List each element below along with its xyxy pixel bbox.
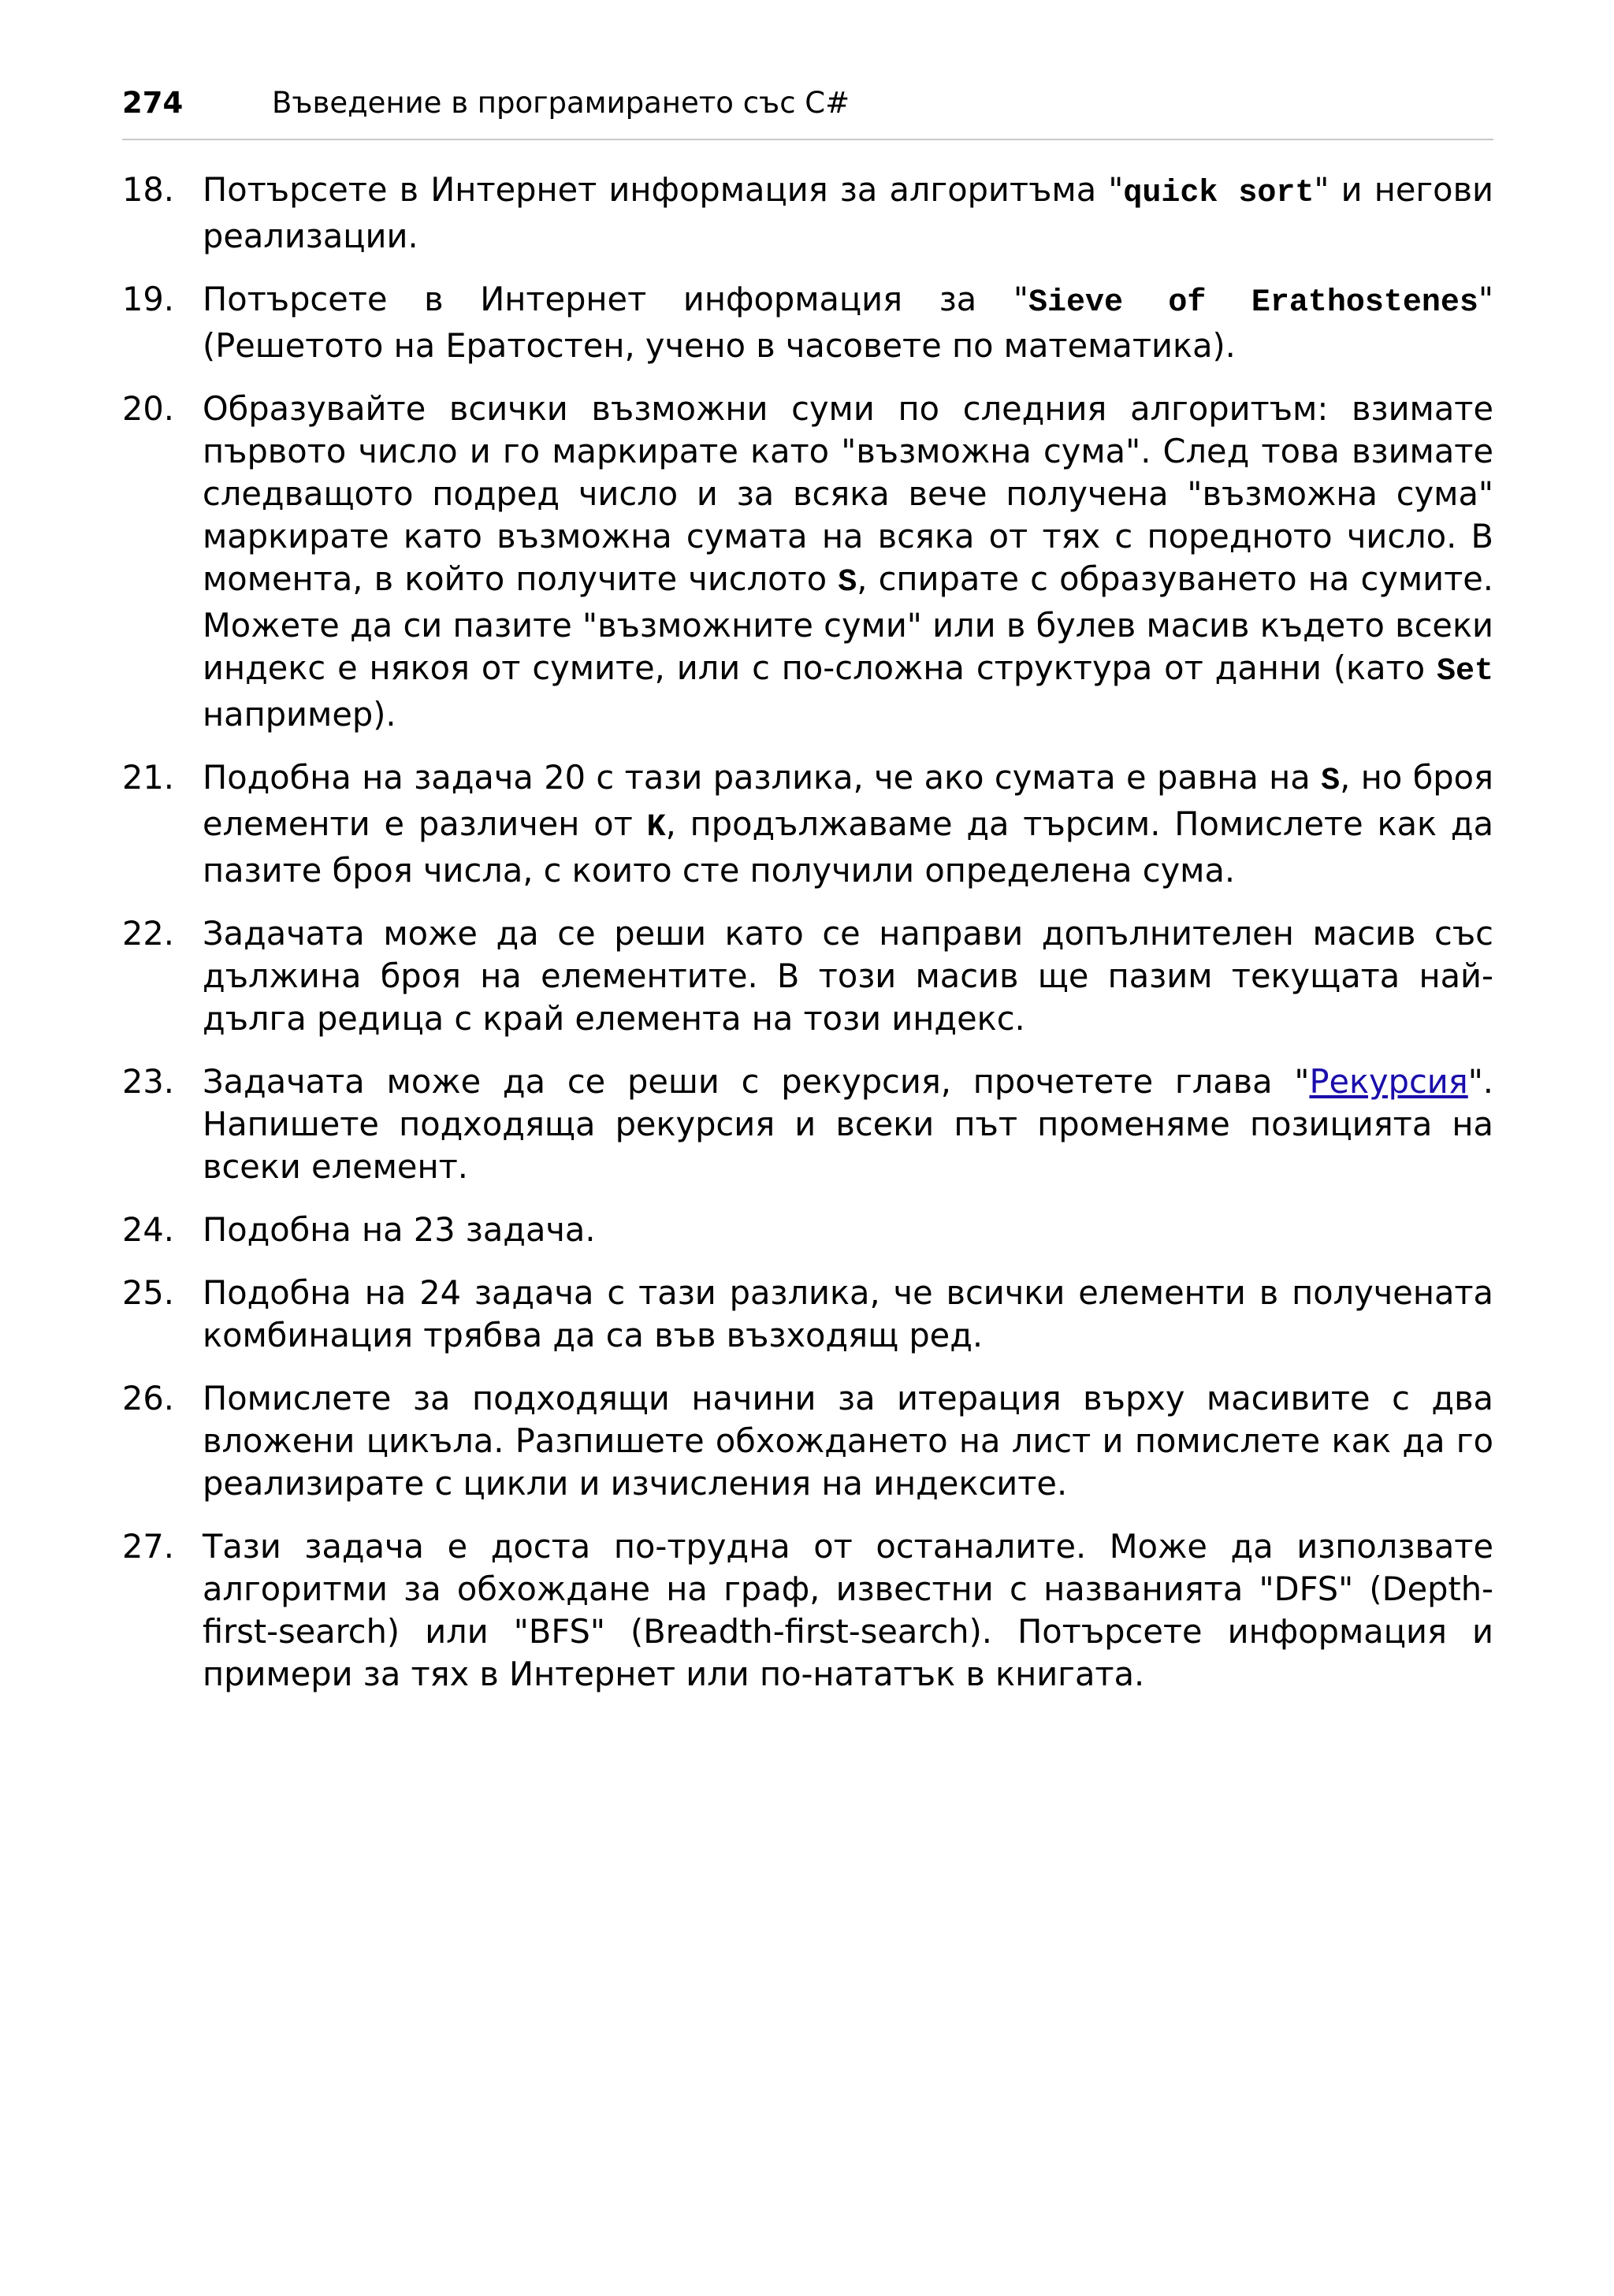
item-text: Подобна на 23 задача.	[203, 1210, 596, 1249]
item-text	[203, 756, 1493, 892]
text-segment: Потърсете в Интернет информация за "	[203, 280, 1028, 318]
hint-item-26	[122, 1377, 1493, 1505]
hint-item-19	[122, 278, 1493, 367]
item-number: 25.	[122, 1273, 174, 1312]
item-number: 18.	[122, 170, 174, 209]
item-number: 19.	[122, 280, 174, 318]
hint-item-27	[122, 1525, 1493, 1696]
text-segment: ". Напишете подходяща рекурсия и всеки път променяме позицията на всеки елемент.	[203, 1062, 1493, 1186]
item-text	[203, 278, 1493, 367]
item-text	[203, 169, 1493, 258]
text-segment: " (Решетото на Ератостен, учено в часовете по математика).	[203, 280, 1493, 365]
item-number: 26.	[122, 1379, 174, 1417]
hint-item-18	[122, 169, 1493, 258]
text-segment: , спирате с образуването на сумите. Можете да си пазите "възможните суми" или в булев масив където всеки индекс е някоя от сумите, или с по-сложна структура от данни (като	[203, 559, 1493, 687]
exercise-hints-list	[122, 169, 1493, 1716]
item-number: 27.	[122, 1527, 174, 1566]
code-snippet: S	[1321, 763, 1341, 799]
text-segment: , продължаваме да търсим. Помислете как да пазите броя числа, с които сте получили определена сума.	[203, 804, 1494, 890]
item-text	[203, 388, 1493, 736]
hint-item-20	[122, 388, 1493, 736]
page-number: 274	[122, 86, 184, 120]
code-snippet: Sieve of Erathostenes	[1028, 285, 1478, 321]
text-segment: Задачата може да се реши с рекурсия, прочетете глава "	[203, 1062, 1310, 1101]
text-segment: Подобна на задача 20 с тази разлика, че ако сумата е равна на	[203, 758, 1322, 797]
item-number: 24.	[122, 1210, 174, 1249]
item-text	[203, 1061, 1493, 1188]
item-number: 21.	[122, 758, 174, 797]
code-snippet: K	[646, 810, 666, 845]
item-number: 20.	[122, 389, 174, 428]
hint-item-24	[122, 1209, 1493, 1251]
code-snippet: S	[838, 565, 857, 600]
book-title: Въведение в програмирането със C#	[272, 86, 850, 120]
text-segment: Образувайте всички възможни суми по следния алгоритъм: взимате първото число и го маркирате като "възможна сума". След това взимате следващото подред число и за всяка вече получена "възможна сума" маркирате като възможна сумата на всяка от тях с поредното число. В момента, в който получите числото	[203, 389, 1493, 598]
hint-item-23	[122, 1061, 1493, 1188]
code-snippet: Set	[1436, 654, 1493, 689]
hint-item-25	[122, 1272, 1493, 1357]
text-segment: " и негови реализации.	[203, 170, 1493, 255]
text-segment: например).	[203, 695, 396, 734]
text-segment: , но броя елементи е различен от	[203, 758, 1493, 843]
hint-item-22	[122, 912, 1493, 1040]
item-text: Подобна на 24 задача с тази разлика, че всички елементи в получената комбинация трябва да са във възходящ ред.	[203, 1273, 1493, 1354]
code-snippet: quick sort	[1123, 176, 1315, 211]
text-segment: Потърсете в Интернет информация за алгоритъма "	[203, 170, 1124, 209]
item-number: 23.	[122, 1062, 174, 1101]
hint-item-21	[122, 756, 1493, 892]
item-text: Задачата може да се реши като се направи допълнителен масив със дължина броя на елементите. В този масив ще пазим текущата най-дълга редица с край елемента на този индекс.	[203, 914, 1493, 1038]
item-text: Помислете за подходящи начини за итерация върху масивите с два вложени цикъла. Разпишете обхождането на лист и помислете как да го реализирате с цикли и изчисления на индексите.	[203, 1379, 1493, 1503]
page-header	[122, 79, 1493, 140]
item-text: Тази задача е доста по-трудна от останалите. Може да използвате алгоритми за обхождане на граф, известни с названията "DFS" (Depth-first-search) или "BFS" (Breadth-first-search). Потърсете информация и примери за тях в Интернет или по-нататък в книгата.	[203, 1527, 1493, 1693]
recursion-chapter-link[interactable]: Рекурсия	[1309, 1062, 1468, 1101]
item-number: 22.	[122, 914, 174, 953]
